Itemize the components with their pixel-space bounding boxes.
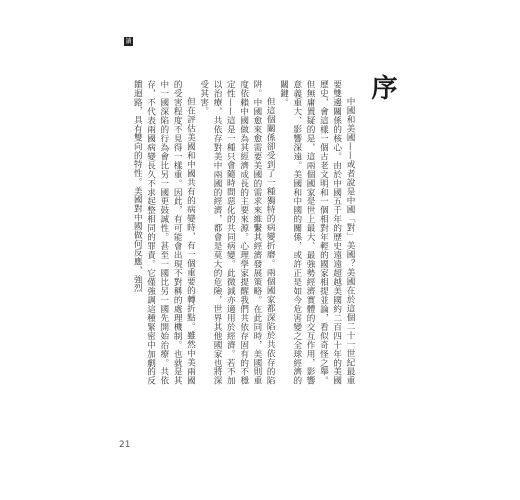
corner-mark: 讀 [125,38,132,45]
paragraph: 但這個關係卻受到了一種獨特的病變折磨。兩個國家都深陷於共依存的陷阱。中國愈來愈需要美國的需求來維繫其經濟發展策略。在此同時，美國則重度依賴中國做為其經濟成長的主要來源。心理學家提醒我們共依存固有的不穩定性——這是一種只會隨時間惡化的共同病變。此微減亦適用於經濟。若不加以治療，共依存對美中兩國的經濟，都會是莫大的危險，世界其他國家也將深受其害。 [198,80,276,385]
page-title: 序 [367,74,397,100]
paragraph: 中國和美國——或者說是中國「對」美國？美國在於這個二十一世紀最重要雙邊關係的核心。由於中國五千年的歷史遠遠超越美國約二百四十年的美國歷史，會這樣一個古老文明和一個相對年輕的國家相提並論，看似奇怪之舉。但無庸置疑的是，這兩個國家是世上最大、最強勢經濟實體的交互作用，影響意義重大、影響深遠。美國和中國的關係，或許正是如今危害變之全球經濟的關鍵。 [278,80,355,385]
paragraph: 但在評估美國和中國共有的病變時，有一個重要的轉折點。雖然中美兩國的受害程度不見得一樣重。因此，有可能會出現不對稱的處理機制。也就是其中一國深陷的行為會比另一國更鼓誠性。甚至一國比另一國先開始治療。共依存，不代表兩國病變長久不求起整相同的罪責。它僅強調這種緊密中加劇的反饋迴路，具有雙向的特性。美國對中國做何反應，強烈 [132,80,196,385]
page-number: 21 [119,440,131,450]
body-text [132,80,356,385]
